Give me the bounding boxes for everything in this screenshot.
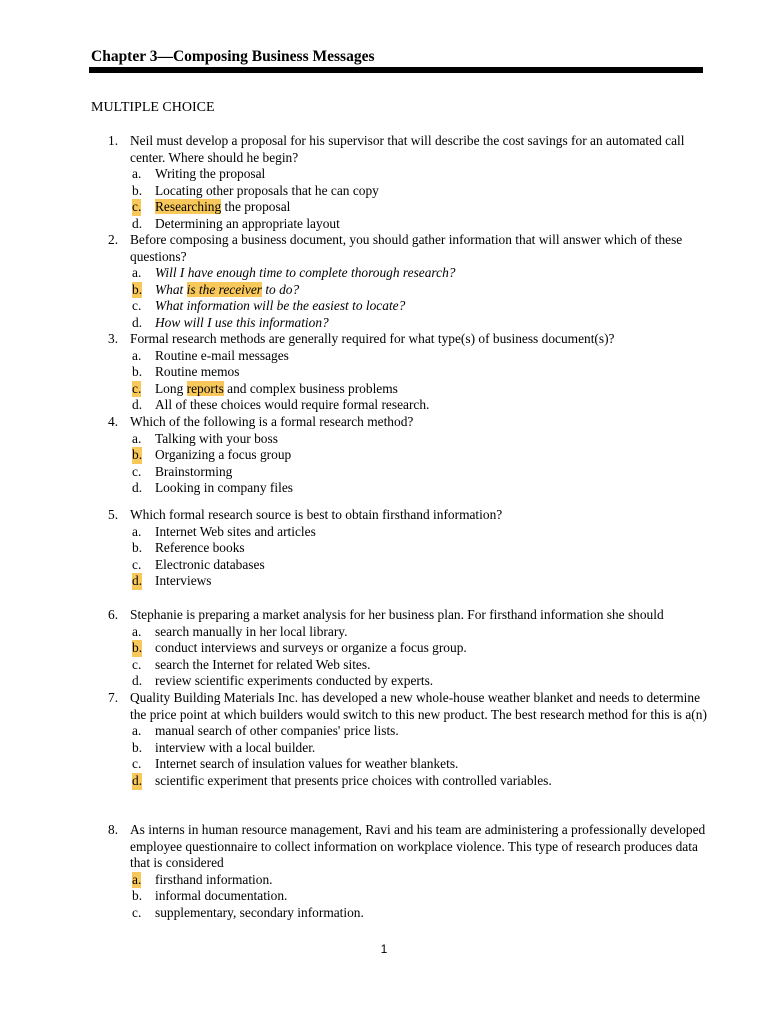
option-list bbox=[130, 624, 708, 690]
option-list bbox=[130, 348, 708, 414]
option-letter: d. bbox=[132, 397, 143, 413]
option-c bbox=[130, 381, 708, 398]
option-letter: a. bbox=[132, 430, 142, 446]
option-letter: a. bbox=[132, 347, 142, 363]
option-letter-highlighted: d. bbox=[132, 573, 143, 589]
question-stem: Which formal research source is best to obtain firsthand information? bbox=[130, 507, 503, 522]
option-a bbox=[130, 624, 708, 641]
question-number: 3. bbox=[108, 331, 119, 346]
option-d bbox=[130, 480, 708, 497]
option-b bbox=[130, 447, 708, 464]
question-stem: Stephanie is preparing a market analysis for her business plan. For firsthand information she should bbox=[130, 607, 664, 622]
option-letter: b. bbox=[132, 364, 143, 380]
option-text: scientific experiment that presents price choices with controlled variables. bbox=[155, 772, 552, 788]
option-text: the proposal bbox=[221, 199, 291, 215]
question-1 bbox=[108, 133, 708, 233]
option-text: Routine memos bbox=[155, 364, 240, 380]
question-stem: Neil must develop a proposal for his supervisor that will describe the cost savings for an automated call center. Where should he begin? bbox=[130, 133, 685, 165]
option-d bbox=[130, 773, 708, 790]
option-list bbox=[130, 431, 708, 497]
option-letter: c. bbox=[132, 298, 142, 314]
option-letter-highlighted: a. bbox=[132, 871, 142, 887]
option-list bbox=[130, 872, 708, 922]
option-letter: c. bbox=[132, 656, 142, 672]
question-stem: As interns in human resource management, Ravi and his team are administering a professionally developed employee questionnaire to collect information on workplace violence. This type of research produces data that is considered bbox=[130, 822, 706, 871]
option-d bbox=[130, 216, 708, 233]
option-d bbox=[130, 673, 708, 690]
option-letter-highlighted: c. bbox=[132, 199, 142, 215]
option-text: Reference books bbox=[155, 540, 245, 556]
option-text: Internet Web sites and articles bbox=[155, 523, 316, 539]
question-4 bbox=[108, 414, 708, 497]
question-2 bbox=[108, 232, 708, 332]
option-b bbox=[130, 888, 708, 905]
question-3 bbox=[108, 331, 708, 414]
option-text: and complex business problems bbox=[223, 380, 398, 396]
question-stem: Which of the following is a formal research method? bbox=[130, 414, 414, 429]
option-c bbox=[130, 756, 708, 773]
option-letter-highlighted: b. bbox=[132, 281, 143, 297]
option-letter: b. bbox=[132, 739, 143, 755]
question-number: 4. bbox=[108, 414, 119, 429]
option-a bbox=[130, 265, 708, 282]
option-text: What bbox=[155, 281, 187, 297]
question-7 bbox=[108, 690, 708, 790]
option-text: search manually in her local library. bbox=[155, 623, 348, 639]
page-number: 1 bbox=[380, 942, 388, 956]
option-text: What information will be the easiest to locate? bbox=[155, 298, 406, 314]
option-letter: b. bbox=[132, 540, 143, 556]
option-c bbox=[130, 199, 708, 216]
option-letter: c. bbox=[132, 904, 142, 920]
option-letter: c. bbox=[132, 556, 142, 572]
option-text: Brainstorming bbox=[155, 463, 233, 479]
option-text: conduct interviews and surveys or organize a focus group. bbox=[155, 640, 467, 656]
option-letter: a. bbox=[132, 723, 142, 739]
option-text: Will I have enough time to complete thorough research? bbox=[155, 265, 456, 281]
option-c bbox=[130, 657, 708, 674]
option-a bbox=[130, 723, 708, 740]
option-d bbox=[130, 573, 708, 590]
option-letter: c. bbox=[132, 756, 142, 772]
option-text: search the Internet for related Web sites. bbox=[155, 656, 371, 672]
option-text: review scientific experiments conducted by experts. bbox=[155, 673, 434, 689]
option-b bbox=[130, 364, 708, 381]
option-text: Long bbox=[155, 380, 187, 396]
option-letter: b. bbox=[132, 182, 143, 198]
option-a bbox=[130, 524, 708, 541]
option-letter: a. bbox=[132, 523, 142, 539]
option-text: Interviews bbox=[155, 573, 212, 589]
option-c bbox=[130, 298, 708, 315]
question-number: 5. bbox=[108, 507, 119, 522]
option-text: Talking with your boss bbox=[155, 430, 278, 446]
question-number: 8. bbox=[108, 822, 119, 837]
question-number: 2. bbox=[108, 232, 119, 247]
option-letter-highlighted: c. bbox=[132, 380, 142, 396]
option-text: informal documentation. bbox=[155, 888, 288, 904]
option-b bbox=[130, 640, 708, 657]
option-c bbox=[130, 464, 708, 481]
option-text: interview with a local builder. bbox=[155, 739, 316, 755]
option-letter: d. bbox=[132, 673, 143, 689]
option-text: manual search of other companies' price lists. bbox=[155, 723, 399, 739]
option-a bbox=[130, 872, 708, 889]
option-text: Writing the proposal bbox=[155, 166, 266, 182]
option-letter: d. bbox=[132, 314, 143, 330]
option-list bbox=[130, 524, 708, 590]
chapter-title: Chapter 3—Composing Business Messages bbox=[91, 48, 375, 65]
option-d bbox=[130, 397, 708, 414]
option-a bbox=[130, 431, 708, 448]
option-text: Routine e-mail messages bbox=[155, 347, 289, 363]
option-list bbox=[130, 166, 708, 232]
option-letter: a. bbox=[132, 166, 142, 182]
option-text: supplementary, secondary information. bbox=[155, 904, 364, 920]
section-heading: MULTIPLE CHOICE bbox=[91, 100, 215, 115]
option-text: Locating other proposals that he can copy bbox=[155, 182, 379, 198]
option-highlight: reports bbox=[186, 380, 224, 396]
option-text: to do? bbox=[261, 281, 300, 297]
question-stem: Formal research methods are generally required for what type(s) of business document(s)? bbox=[130, 331, 615, 346]
option-text: Looking in company files bbox=[155, 480, 293, 496]
question-5 bbox=[108, 507, 708, 590]
question-6 bbox=[108, 607, 708, 690]
option-highlight: Researching bbox=[155, 199, 222, 215]
option-list bbox=[130, 265, 708, 331]
option-text: All of these choices would require formal research. bbox=[155, 397, 430, 413]
option-b bbox=[130, 740, 708, 757]
option-text: Determining an appropriate layout bbox=[155, 215, 340, 231]
option-letter-highlighted: b. bbox=[132, 447, 143, 463]
option-list bbox=[130, 723, 708, 789]
option-b bbox=[130, 282, 708, 299]
option-c bbox=[130, 557, 708, 574]
option-letter: c. bbox=[132, 463, 142, 479]
option-d bbox=[130, 315, 708, 332]
question-number: 1. bbox=[108, 133, 119, 148]
question-number: 6. bbox=[108, 607, 119, 622]
option-letter: d. bbox=[132, 480, 143, 496]
option-highlight: is the receiver bbox=[186, 281, 262, 297]
question-stem: Quality Building Materials Inc. has developed a new whole-house weather blanket and needs to determine the price point at which builders would switch to this new product. The best research method for this is a(n) bbox=[130, 690, 707, 722]
question-stem: Before composing a business document, you should gather information that will answer which of these questions? bbox=[130, 232, 683, 264]
option-letter: a. bbox=[132, 265, 142, 281]
option-letter-highlighted: d. bbox=[132, 772, 143, 788]
option-letter: d. bbox=[132, 215, 143, 231]
question-8 bbox=[108, 822, 708, 922]
option-letter: b. bbox=[132, 888, 143, 904]
title-rule bbox=[89, 67, 703, 73]
option-a bbox=[130, 348, 708, 365]
option-text: Electronic databases bbox=[155, 556, 265, 572]
option-text: Organizing a focus group bbox=[155, 447, 292, 463]
option-text: Internet search of insulation values for weather blankets. bbox=[155, 756, 459, 772]
option-letter-highlighted: b. bbox=[132, 640, 143, 656]
option-letter: a. bbox=[132, 623, 142, 639]
option-c bbox=[130, 905, 708, 922]
question-number: 7. bbox=[108, 690, 119, 705]
option-b bbox=[130, 540, 708, 557]
option-a bbox=[130, 166, 708, 183]
option-b bbox=[130, 183, 708, 200]
option-text: How will I use this information? bbox=[155, 314, 329, 330]
option-text: firsthand information. bbox=[155, 871, 273, 887]
